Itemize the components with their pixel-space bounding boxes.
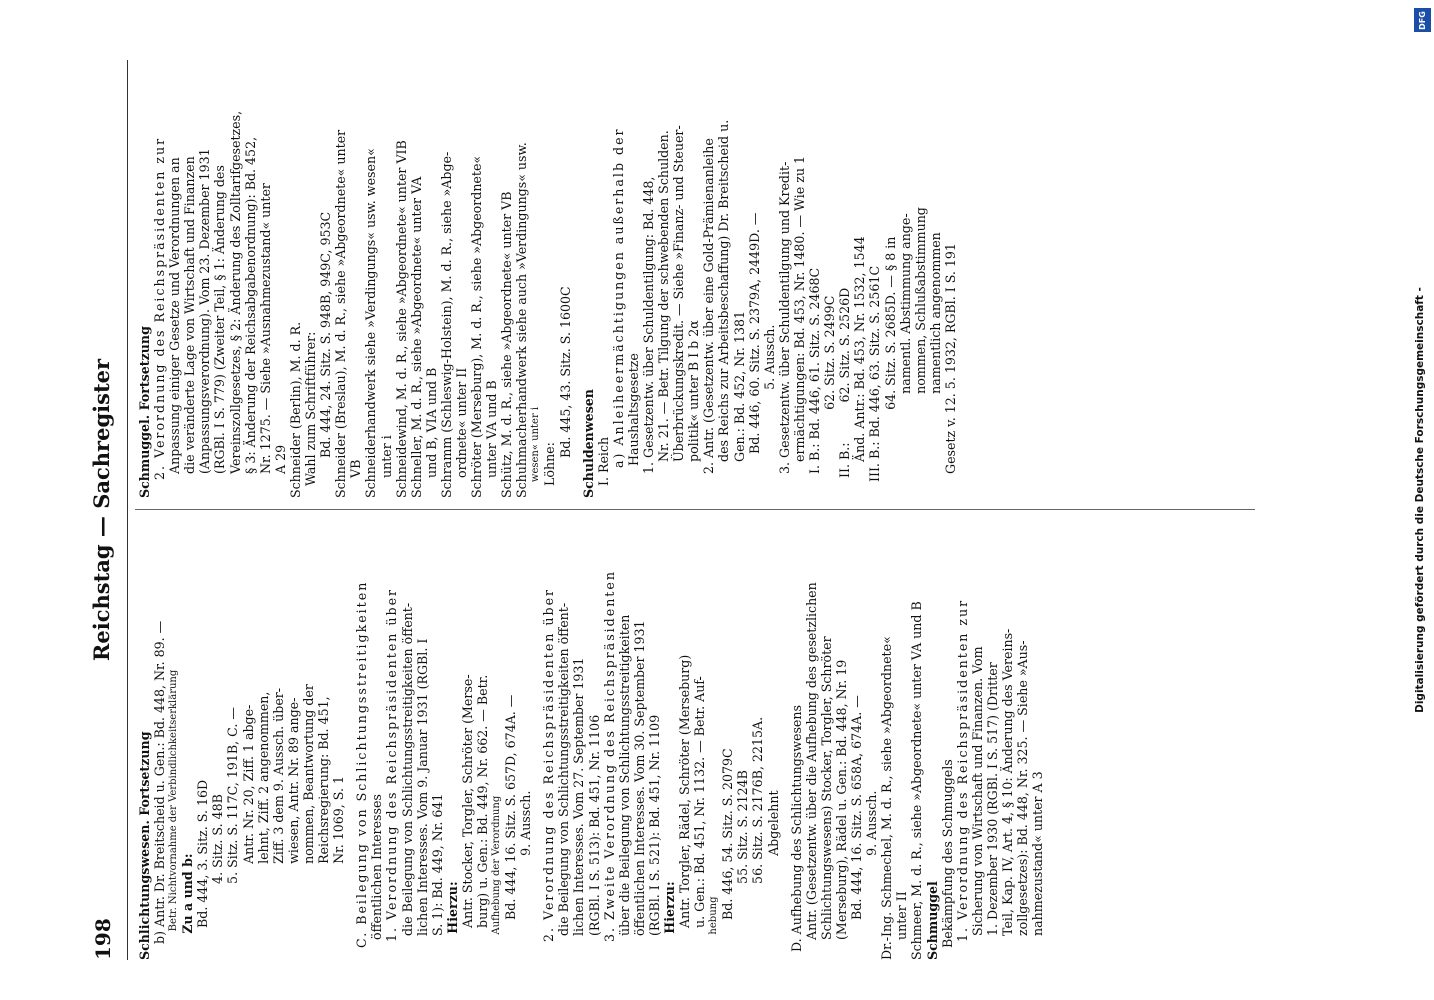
text-line: u. Gen.: Bd. 451, Nr. 1132. — Betr. Auf- bbox=[692, 676, 708, 960]
text-line: Schütz, M. d. R., siehe »Abgeordnete« unter VB bbox=[499, 191, 515, 498]
text-line: C. Beilegung von Schlichtungsstreitigkeiten bbox=[354, 580, 370, 960]
text-line: (Merseburg), Rädel u. Gen.: Bd. 448, Nr. 19 bbox=[833, 659, 849, 960]
text-line: Schneider (Berlin), M. d. R. bbox=[287, 321, 303, 498]
text-line: Schmuggel bbox=[924, 881, 940, 960]
text-line: Schneidewind, M. d. R., siehe »Abgeordnete« unter VIB bbox=[393, 140, 409, 498]
text-line: Hierzu: bbox=[662, 881, 677, 960]
text-line: S. 1): Bd. 449, Nr. 641 bbox=[429, 793, 445, 960]
text-line: Schmuggel. Fortsetzung bbox=[137, 326, 152, 498]
text-line: (RGBl. I S. 521): Bd. 451, Nr. 1109 bbox=[646, 714, 662, 960]
text-line: namentlich angenommen bbox=[927, 232, 943, 498]
text-line: Überbrückungskredit. — Siehe »Finanz- und Steuer- bbox=[671, 125, 687, 498]
dfg-badge bbox=[1414, 8, 1431, 32]
text-line bbox=[533, 522, 541, 960]
text-line: Bd. 446, 54. Sitz. S. 2079C bbox=[720, 748, 736, 960]
text-line: öffentlichen Interesses bbox=[369, 794, 385, 960]
text-line: Anpassung einiger Gesetze und Verordnungen an bbox=[167, 157, 183, 498]
text-line: 9. Aussch. bbox=[518, 790, 534, 960]
text-line: 2. Verordnung des Reichspräsidenten über bbox=[541, 587, 557, 960]
text-line: Antr. (Gesetzentw. über die Aufhebung des gesetzlichen bbox=[803, 582, 819, 960]
text-line: zollgesetzes): Bd. 448, Nr. 325. — Siehe »Aus- bbox=[1015, 640, 1031, 960]
text-line: Bd. 444, 16. Sitz. S. 658A, 674A. — bbox=[849, 695, 865, 960]
text-line: 5. Aussch. bbox=[761, 324, 777, 498]
text-line bbox=[781, 522, 789, 960]
text-line: Aufhebung der Verordnung bbox=[491, 795, 503, 960]
text-line: ermächtigungen: Bd. 453, Nr. 1480. — Wie zu 1 bbox=[791, 155, 807, 498]
text-line: Schramm (Schleswig-Holstein), M. d. R., siehe »Abge- bbox=[438, 151, 454, 498]
text-line: die veränderte Lage von Wirtschaft und Finanzen bbox=[182, 156, 198, 498]
text-line: hebung bbox=[708, 896, 720, 960]
text-line: Änd. Antr.: Bd. 453, Nr. 1532, 1544 bbox=[852, 236, 868, 498]
text-line: (Anpassungsverordnung). Vom 23. Dezember 1931 bbox=[197, 148, 213, 498]
text-line: Bd. 444, 24. Sitz. S. 948B, 949C, 953C bbox=[318, 211, 334, 498]
text-line: namentl. Abstimmung ange- bbox=[897, 213, 913, 498]
left-column bbox=[137, 522, 1045, 960]
text-line: Nr. 1069, S. 1 bbox=[331, 776, 347, 960]
text-line: burg) u. Gen.: Bd. 449, Nr. 662. — Betr. bbox=[474, 674, 490, 960]
text-line: Abgelehnt bbox=[765, 790, 781, 960]
text-line: 55. Sitz. S. 2124B bbox=[735, 770, 751, 960]
text-line: D. Aufhebung des Schlichtungswesens bbox=[788, 705, 804, 960]
text-line: Schuhmacherhandwerk siehe auch »Verdingungs« usw. bbox=[514, 142, 530, 498]
text-line: 4. Sitz. S. 48B bbox=[210, 794, 226, 960]
text-line: 3. Zweite Verordnung des Reichspräsidenten bbox=[601, 570, 617, 960]
text-line: I. Reich bbox=[595, 436, 611, 498]
running-head: Reichstag — Sachregister bbox=[89, 358, 114, 662]
text-line: (RGBl. I S. 779) (Zweiter Teil, § 1: Änderung des bbox=[212, 165, 228, 498]
text-line: die Beilegung von Schlichtungsstreitigkeiten öffent- bbox=[556, 602, 572, 960]
page-header bbox=[87, 60, 121, 960]
text-line: Nr. 21. — Betr. Tilgung der schwebenden Schulden. bbox=[656, 130, 672, 498]
rotated-page bbox=[87, 60, 1277, 960]
text-line: 64. Sitz. S. 2685D. — § 8 in bbox=[882, 236, 898, 498]
text-line: und B, VIA und B bbox=[423, 367, 439, 498]
text-line: politik« unter B I b 2α bbox=[686, 320, 702, 498]
text-line: Gesetz v. 12. 5. 1932, RGBl. I S. 191 bbox=[942, 243, 958, 498]
text-line: a) Anleiheermächtigungen außerhalb der bbox=[610, 127, 626, 498]
text-line: 62. Sitz. S. 2499C bbox=[822, 295, 838, 498]
text-line: unter VA und B bbox=[484, 380, 500, 498]
right-column bbox=[137, 60, 958, 498]
text-line bbox=[573, 60, 581, 498]
text-line: nommen, Beantwortung der bbox=[300, 684, 316, 960]
text-line: des Reichs zur Arbeitsbeschaffung) Dr. Breitscheid u. bbox=[716, 119, 732, 498]
text-line: 1. Verordnung des Reichspräsidenten zur bbox=[954, 598, 970, 960]
text-line: Wahl zum Schriftführer: bbox=[303, 331, 319, 498]
text-line: 2. Verordnung des Reichspräsidenten zur bbox=[152, 136, 168, 498]
text-line: Schneider (Breslau), M. d. R., siehe »Abgeordnete« unter bbox=[333, 129, 349, 498]
text-line: wesen« unter i bbox=[530, 406, 542, 498]
text-line: öffentlichen Interesses. Vom 30. September 1931 bbox=[631, 620, 647, 960]
text-line: ordnete« unter II bbox=[453, 367, 469, 498]
text-line: Betr. Nichtvornahme der Verbindlichkeitserklärung bbox=[168, 669, 180, 960]
text-line: Reichsregierung: Bd. 451, bbox=[316, 696, 332, 960]
text-line: 1. Dezember 1930 (RGBl. I S. 517) (Dritter bbox=[984, 662, 1000, 960]
text-line: Ziff. 3 dem 9. Aussch. über- bbox=[270, 687, 286, 960]
text-line: Bd. 446, 60. Sitz. S. 2379A, 2449D. — bbox=[746, 212, 762, 498]
text-line: Schneller, M. d. R., siehe »Abgeordnete« unter VA bbox=[408, 176, 424, 498]
header-rule bbox=[127, 60, 128, 960]
text-line: 2. Antr. (Gesetzentw. über eine Gold-Prämienanleihe bbox=[701, 138, 717, 498]
text-line: 1. Verordnung des Reichspräsidenten über bbox=[384, 587, 400, 960]
text-line: Löhne: bbox=[542, 442, 558, 498]
text-line: über die Beilegung von Schlichtungsstreitigkeiten bbox=[616, 614, 632, 960]
text-line: wiesen, Antr. Nr. 89 ange- bbox=[285, 697, 301, 960]
text-line: A 29 bbox=[272, 444, 288, 498]
text-line: 1. Gesetzentw. über Schuldentilgung: Bd. 448, bbox=[641, 176, 656, 498]
text-line: Schlichtungswesens) Stocker, Torgler, Schröter bbox=[818, 636, 834, 960]
text-line: § 3: Änderung der Reichsabgabenordnung): Bd. 452, bbox=[242, 136, 258, 498]
text-line: b) Antr. Dr. Breitscheid u. Gen.: Bd. 448, Nr. 89. — bbox=[152, 620, 168, 960]
column-divider bbox=[135, 509, 1255, 510]
text-line: Dr.-Ing. Schmechel, M. d. R., siehe »Abgeordnete« bbox=[879, 636, 895, 960]
text-line: 5. Sitz. S. 117C, 191B, C. — bbox=[225, 707, 241, 960]
text-line: Schneiderhandwerk siehe »Verdingungs« usw. wesen« bbox=[363, 148, 379, 498]
text-line: Hierzu: bbox=[444, 881, 460, 960]
text-line: Teil, Kap. IV, Art. 4, § 10: Änderung des Vereins- bbox=[999, 628, 1015, 960]
text-line: Zu a und b: bbox=[180, 853, 196, 960]
text-line: Gen.: Bd. 452, Nr. 1381 bbox=[731, 311, 747, 498]
text-line: II. B.: 62. Sitz. S. 2526D bbox=[837, 287, 853, 498]
text-line: Schlichtungswesen. Fortsetzung bbox=[137, 731, 152, 960]
text-line: Bd. 444, 3. Sitz. S. 16D bbox=[195, 779, 211, 960]
text-line: Haushaltsgesetze bbox=[625, 353, 641, 498]
text-line: lehnt, Ziff. 2 angenommen, bbox=[255, 691, 271, 960]
text-line: Antr. Nr. 20, Ziff. 1 abge- bbox=[240, 704, 256, 960]
text-line: (RGBl. I S. 513): Bd. 451, Nr. 1106 bbox=[586, 714, 602, 960]
text-line: lichen Interesses. Vom 27. September 1931 bbox=[571, 657, 587, 960]
text-line: III. B.: Bd. 446, 63. Sitz. S. 2561C bbox=[867, 265, 883, 498]
text-line: unter II bbox=[894, 891, 910, 960]
text-line: lichen Interesses. Vom 9. Januar 1931 (RGBl. I bbox=[414, 638, 430, 960]
digitization-note: Digitalisierung gefördert durch die Deutsche Forschungsgemeinschaft - bbox=[1414, 287, 1426, 713]
text-line: Schuldenwesen bbox=[580, 389, 596, 498]
text-line: Vereinszollgesetzes, § 2: Änderung des Zolltarifgesetzes, bbox=[227, 110, 243, 498]
page-number: 198 bbox=[91, 918, 115, 960]
text-line: nahmezustand« unter A 3 bbox=[1030, 771, 1046, 960]
text-line: Sicherung von Wirtschaft und Finanzen. Vom bbox=[969, 646, 985, 960]
text-line: die Beilegung von Schlichtungsstreitigkeiten öffent- bbox=[399, 602, 415, 960]
text-line: Bd. 445, 43. Sitz. S. 1600C bbox=[557, 286, 573, 498]
text-line: nommen, Schlußabstimmung bbox=[912, 207, 928, 498]
text-line: I. B.: Bd. 446, 61. Sitz. S. 2468C bbox=[807, 267, 823, 498]
text-line: Antr. Stocker, Torgler, Schröter (Merse- bbox=[459, 674, 475, 960]
text-line: Bd. 444, 16. Sitz. S. 657D, 674A. — bbox=[503, 694, 519, 960]
text-line: Antr. Torgler, Rädel, Schröter (Merseburg) bbox=[677, 654, 693, 960]
text-line: Schmeer, M. d. R., siehe »Abgeordnete« unter VA und B bbox=[909, 601, 925, 960]
text-line: Nr. 1275. — Siehe »Ausnahmezustand« unter bbox=[257, 183, 273, 498]
text-line bbox=[346, 522, 354, 960]
text-line: Schröter (Merseburg), M. d. R., siehe »Abgeordnete« bbox=[469, 155, 485, 498]
text-line: VB bbox=[348, 459, 364, 498]
text-line: 9. Aussch. bbox=[864, 790, 880, 960]
text-line: unter i bbox=[378, 435, 394, 498]
text-line: 56. Sitz. S. 2176B, 2215A. bbox=[750, 716, 766, 960]
dfg-badge-label: DFG bbox=[1418, 10, 1428, 30]
text-line: Bekämpfung des Schmuggels bbox=[939, 759, 955, 960]
text-line: 3. Gesetzentw. über Schuldentilgung und Kredit- bbox=[776, 161, 792, 498]
